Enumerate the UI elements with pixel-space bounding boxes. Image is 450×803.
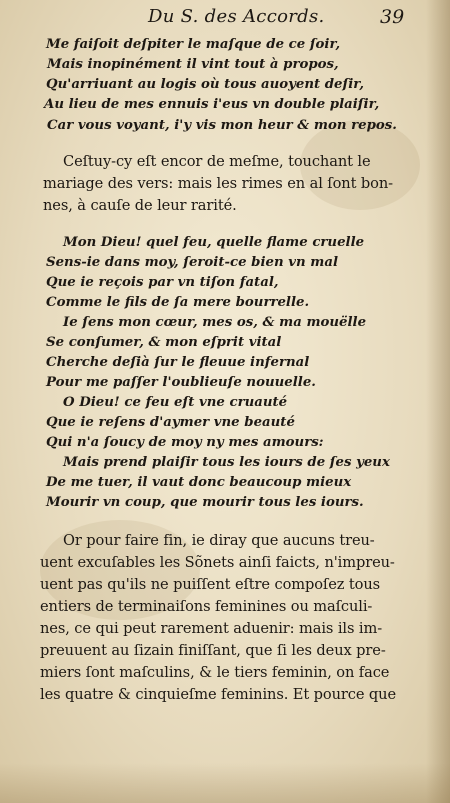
verse-line: Mourir vn coup, que mourir tous les iours.	[46, 495, 364, 510]
page-bottom-shadow	[0, 763, 450, 803]
prose-line: preuuent au ſizain finiſſant, que ſi les deux pre-	[40, 642, 386, 659]
verse-line: Me faiſoit deſpiter le maſque de ce ſoir,	[46, 37, 341, 52]
verse-line: Mon Dieu! quel feu, quelle flame cruelle	[63, 235, 365, 250]
prose-line: mariage des vers: mais les rimes en al ſont bon-	[43, 175, 393, 192]
prose-line: Ceſtuy-cy eſt encor de meſme, touchant le	[63, 153, 371, 170]
verse-line: Sens-ie dans moy, ſeroit-ce bien vn mal	[46, 255, 339, 270]
verse-line: Comme le fils de ſa mere bourrelle.	[46, 295, 310, 310]
verse-line: Au lieu de mes ennuis i'eus vn double plaiſir,	[44, 97, 380, 112]
verse-line: Pour me paſſer l'oublieuſe nouuelle.	[46, 375, 316, 390]
verse-line: Se conſumer, & mon eſprit vital	[46, 335, 282, 350]
verse-line: De me tuer, il vaut donc beaucoup mieux	[46, 475, 352, 490]
prose-line: uent excuſables les Sõnets ainſi faicts, n'impreu-	[40, 554, 395, 571]
page-edge-shadow	[426, 0, 450, 803]
prose-line: nes, à cauſe de leur rarité.	[43, 197, 237, 214]
verse-line: Mais inopinément il vint tout à propos,	[47, 57, 339, 72]
prose-line: miers ſont maſculins, & le tiers feminin, on face	[40, 664, 390, 681]
verse-line: O Dieu! ce feu eſt vne cruauté	[63, 395, 288, 410]
verse-line: Car vous voyant, i'y vis mon heur & mon repos.	[47, 118, 397, 133]
page-number: 39	[380, 6, 405, 28]
prose-line: Or pour faire fin, ie diray que aucuns treu-	[63, 532, 375, 549]
prose-line: les quatre & cinquieſme feminins. Et pource que	[40, 686, 396, 703]
verse-line: Mais prend plaiſir tous les iours de ſes yeux	[63, 455, 390, 470]
prose-line: uent pas qu'ils ne puiſſent eſtre compoſez tous	[40, 576, 381, 593]
verse-line: Que ie reçois par vn tiſon fatal,	[46, 275, 279, 290]
page-header	[0, 4, 450, 30]
verse-line: Cherche deſià ſur le fleuue infernal	[46, 355, 310, 370]
running-title: Du S. des Accords.	[148, 6, 325, 27]
verse-line: Que ie reſens d'aymer vne beauté	[46, 415, 295, 430]
verse-line: Qui n'a ſoucy de moy ny mes amours:	[46, 435, 324, 450]
prose-line: entiers de terminaiſons feminines ou maſculi-	[40, 598, 373, 615]
verse-line: Ie ſens mon cœur, mes os, & ma mouëlle	[63, 315, 367, 330]
prose-line: nes, ce qui peut rarement aduenir: mais ils im-	[40, 620, 383, 637]
verse-line: Qu'arriuant au logis où tous auoyent deſir,	[46, 77, 364, 92]
